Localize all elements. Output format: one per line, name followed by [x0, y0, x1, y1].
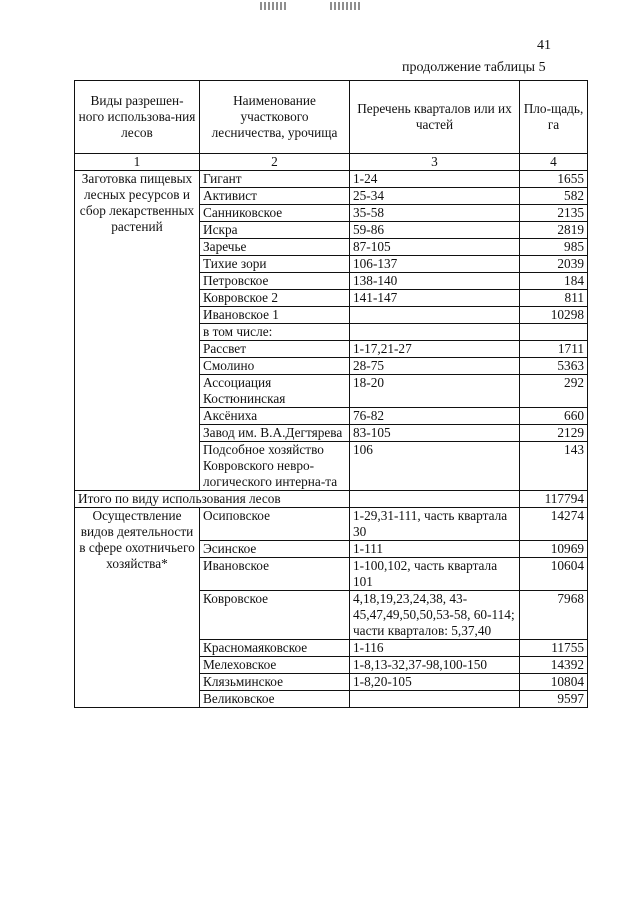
quarters-cell: 1-111: [350, 541, 520, 558]
area-cell: 7968: [520, 591, 588, 640]
quarters-cell: 138-140: [350, 273, 520, 290]
forestry-name-cell: Активист: [200, 188, 350, 205]
quarters-cell: 106-137: [350, 256, 520, 273]
forestry-name-cell: Красномаяковское: [200, 640, 350, 657]
forestry-name-cell: Ковровское: [200, 591, 350, 640]
quarters-cell: 1-29,31-111, часть квартала 30: [350, 508, 520, 541]
area-cell: 660: [520, 408, 588, 425]
total-quarters-cell: [350, 491, 520, 508]
table-row: [75, 508, 588, 541]
quarters-cell: [350, 691, 520, 708]
header-forestry: Наименование участкового лесничества, урочища: [200, 81, 350, 154]
area-cell: 2819: [520, 222, 588, 239]
area-cell: 10969: [520, 541, 588, 558]
forestry-name-cell: Петровское: [200, 273, 350, 290]
forestry-name-cell: Ивановское: [200, 558, 350, 591]
forestry-name-cell: Гигант: [200, 171, 350, 188]
forestry-name-cell: Ковровское 2: [200, 290, 350, 307]
column-number: 1: [75, 154, 200, 171]
scan-artifact: [330, 2, 360, 10]
forestry-name-cell: Великовское: [200, 691, 350, 708]
forestry-name-cell: Аксёниха: [200, 408, 350, 425]
quarters-cell: 25-34: [350, 188, 520, 205]
header-row: [75, 81, 588, 154]
area-cell: 292: [520, 375, 588, 408]
forestry-name-cell: Клязьминское: [200, 674, 350, 691]
quarters-cell: 28-75: [350, 358, 520, 375]
forest-use-table: [74, 80, 588, 708]
area-cell: 1655: [520, 171, 588, 188]
quarters-cell: 1-8,13-32,37-98,100-150: [350, 657, 520, 674]
forestry-name-cell: Завод им. В.А.Дегтярева: [200, 425, 350, 442]
forestry-name-cell: в том числе:: [200, 324, 350, 341]
quarters-cell: 83-105: [350, 425, 520, 442]
header-area: Пло-щадь, га: [520, 81, 588, 154]
column-number-row: [75, 154, 588, 171]
header-quarters: Перечень кварталов или их частей: [350, 81, 520, 154]
area-cell: 184: [520, 273, 588, 290]
area-cell: 2039: [520, 256, 588, 273]
area-cell: 9597: [520, 691, 588, 708]
area-cell: 10604: [520, 558, 588, 591]
forestry-name-cell: Осиповское: [200, 508, 350, 541]
area-cell: 582: [520, 188, 588, 205]
quarters-cell: 4,18,19,23,24,38, 43-45,47,49,50,50,53-58, 60-114; части кварталов: 5,37,40: [350, 591, 520, 640]
forestry-name-cell: Смолино: [200, 358, 350, 375]
forestry-name-cell: Эсинское: [200, 541, 350, 558]
quarters-cell: 1-24: [350, 171, 520, 188]
area-cell: 5363: [520, 358, 588, 375]
forestry-name-cell: Тихие зори: [200, 256, 350, 273]
forestry-name-cell: Рассвет: [200, 341, 350, 358]
column-number: 4: [520, 154, 588, 171]
area-cell: 985: [520, 239, 588, 256]
area-cell: 14274: [520, 508, 588, 541]
area-cell: 10298: [520, 307, 588, 324]
area-cell: 14392: [520, 657, 588, 674]
header-kind: Виды разрешен-ного использова-ния лесов: [75, 81, 200, 154]
column-number: 3: [350, 154, 520, 171]
quarters-cell: 1-116: [350, 640, 520, 657]
area-cell: 2129: [520, 425, 588, 442]
forestry-name-cell: Заречье: [200, 239, 350, 256]
forestry-name-cell: Мелеховское: [200, 657, 350, 674]
quarters-cell: 1-8,20-105: [350, 674, 520, 691]
page-number: 41: [537, 38, 551, 53]
table-row: [75, 171, 588, 188]
quarters-cell: [350, 324, 520, 341]
quarters-cell: 87-105: [350, 239, 520, 256]
total-label: Итого по виду использования лесов: [75, 491, 350, 508]
quarters-cell: 1-17,21-27: [350, 341, 520, 358]
area-cell: 10804: [520, 674, 588, 691]
quarters-cell: 1-100,102, часть квартала 101: [350, 558, 520, 591]
total-area-cell: 117794: [520, 491, 588, 508]
area-cell: 2135: [520, 205, 588, 222]
use-kind-cell: Заготовка пищевых лесных ресурсов и сбор лекарственных растений: [75, 171, 200, 491]
area-cell: 811: [520, 290, 588, 307]
area-cell: [520, 324, 588, 341]
quarters-cell: 59-86: [350, 222, 520, 239]
quarters-cell: 18-20: [350, 375, 520, 408]
scan-artifact: [260, 2, 286, 10]
forestry-name-cell: Искра: [200, 222, 350, 239]
quarters-cell: 106: [350, 442, 520, 491]
forestry-name-cell: Ивановское 1: [200, 307, 350, 324]
total-row: [75, 491, 588, 508]
forestry-name-cell: Подсобное хозяйство Ковровского невро-логического интерна-та: [200, 442, 350, 491]
column-number: 2: [200, 154, 350, 171]
table-continuation-label: продолжение таблицы 5: [402, 60, 546, 75]
quarters-cell: [350, 307, 520, 324]
area-cell: 143: [520, 442, 588, 491]
area-cell: 11755: [520, 640, 588, 657]
forestry-name-cell: Санниковское: [200, 205, 350, 222]
forestry-name-cell: Ассоциация Костюнинская: [200, 375, 350, 408]
quarters-cell: 141-147: [350, 290, 520, 307]
quarters-cell: 35-58: [350, 205, 520, 222]
area-cell: 1711: [520, 341, 588, 358]
quarters-cell: 76-82: [350, 408, 520, 425]
use-kind-cell: Осуществление видов деятельности в сфере охотничьего хозяйства*: [75, 508, 200, 708]
